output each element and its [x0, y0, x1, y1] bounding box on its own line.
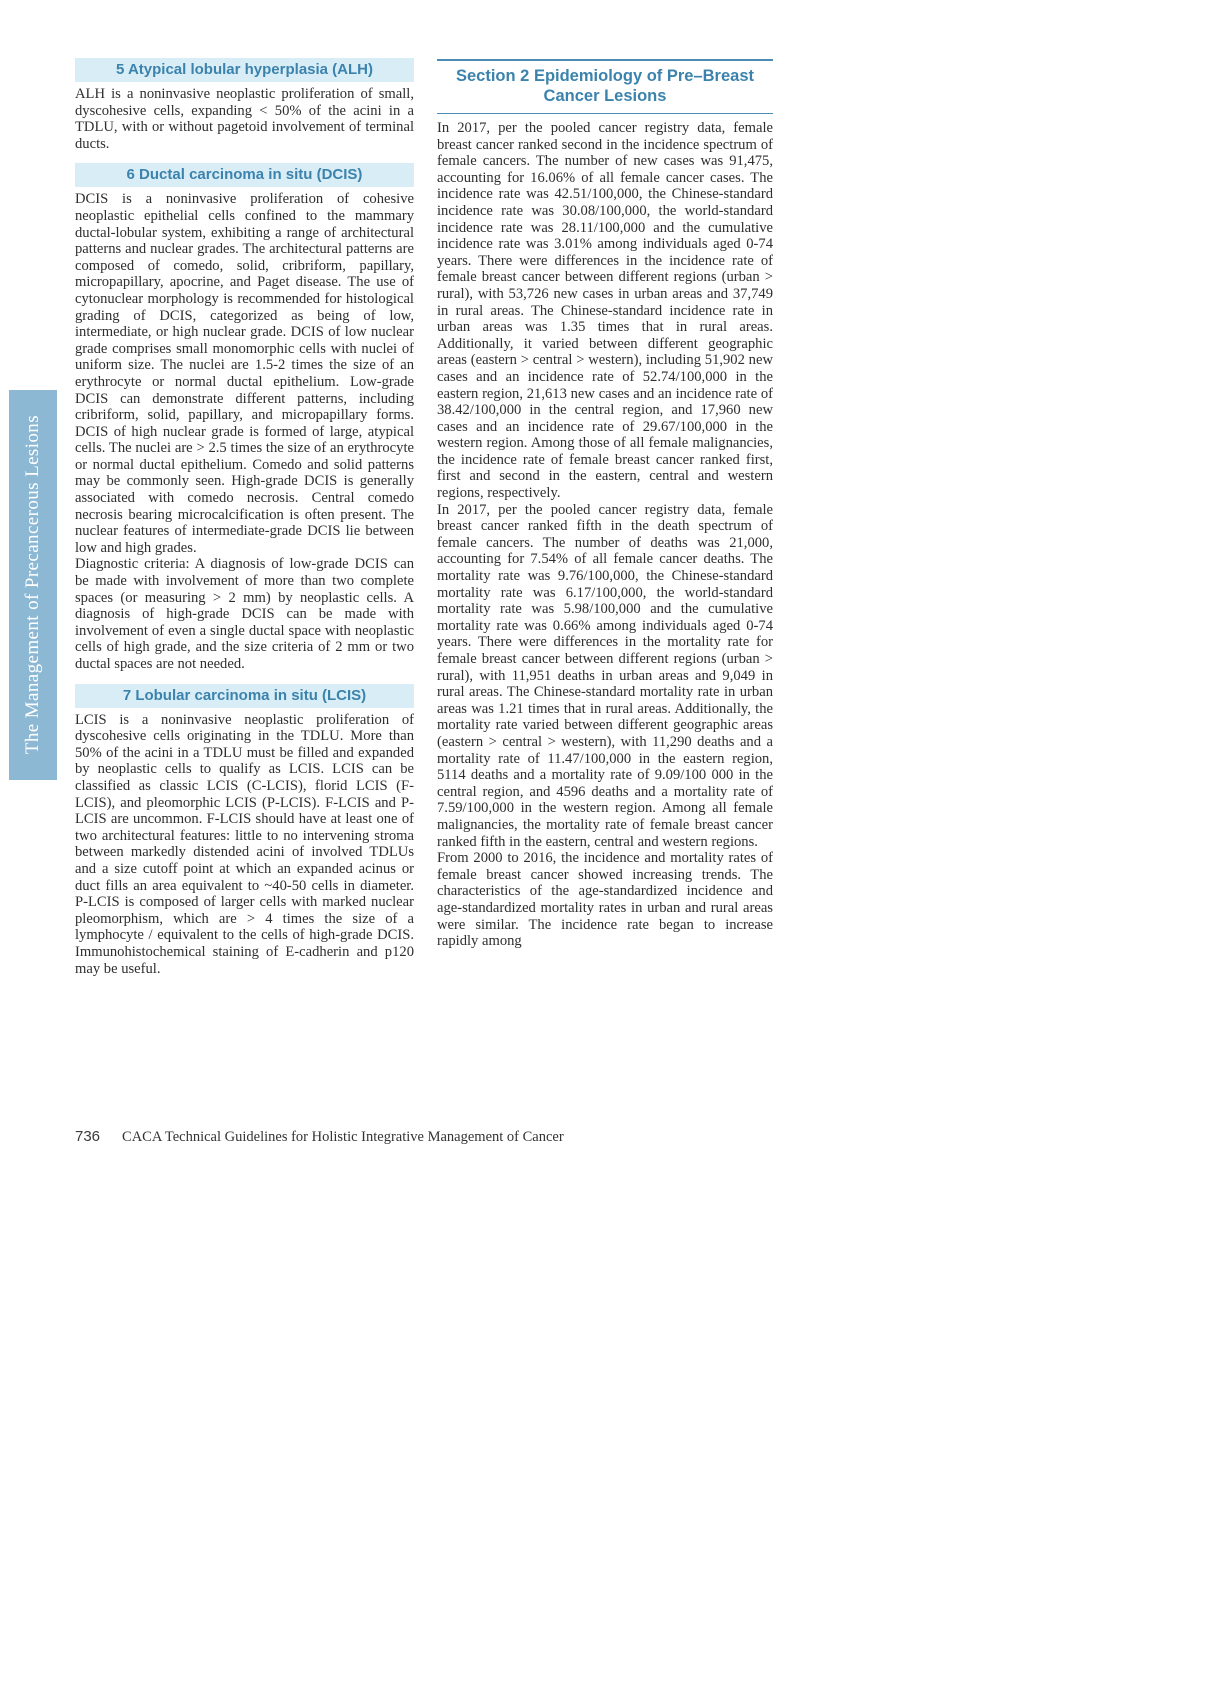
left-column — [75, 58, 414, 977]
dcis-paragraph-1: DCIS is a noninvasive proliferation of cohesive neoplastic epithelial cells confined to the mammary ductal-lobular system, exhibiting a range of architectural patterns and nuclear grades. The architectural patterns are composed of comedo, solid, cribriform, papillary, micropapillary, apocrine, and Paget disease. The use of cytonuclear morphology is recommended for histological grading of DCIS, categorized as being of low, intermediate, or high nuclear grade. DCIS of low nuclear grade comprises small monomorphic cells with nuclei of uniform size. The nuclei are 1.5-2 times the size of an erythrocyte or normal ductal epithelium. Low-grade DCIS can demonstrate different patterns, including cribriform, solid, papillary, and micropapillary forms. DCIS of high nuclear grade is formed of large, atypical cells. The nuclei are > 2.5 times the size of an erythrocyte or normal ductal epithelium. Comedo and solid patterns may be commonly seen. High-grade DCIS is generally associated with comedo necrosis. Central comedo necrosis bearing microcalcification is often present. The nuclear features of intermediate-grade DCIS lie between low and high grades. — [75, 191, 414, 556]
dcis-paragraph-2: Diagnostic criteria: A diagnosis of low-grade DCIS can be made with involvement of more than two complete spaces (or measuring > 2 mm) by neoplastic cells. A diagnosis of high-grade DCIS can be made with involvement of even a single ductal space with neoplastic cells of high grade, and the size criteria of 2 mm or two ductal spaces are not needed. — [75, 556, 414, 672]
section-header-lcis: 7 Lobular carcinoma in situ (LCIS) — [75, 684, 414, 708]
right-column — [437, 59, 773, 950]
epidemiology-paragraph-incidence: In 2017, per the pooled cancer registry data, female breast cancer ranked second in the incidence spectrum of female cancers. The number of new cases was 91,475, accounting for 16.06% of all female cancer cases. The incidence rate was 42.51/100,000, the Chinese-standard incidence rate was 30.08/100,000, the world-standard incidence rate was 28.11/100,000 and the cumulative incidence rate was 3.01% among individuals aged 0-74 years. There were differences in the incidence rate of female breast cancer between different regions (urban > rural), with 53,726 new cases in urban areas and 37,749 in rural areas. The Chinese-standard incidence rate in urban areas was 1.35 times that in rural areas. Additionally, it varied between different geographic areas (eastern > central > western), including 51,902 new cases and an incidence rate of 52.74/100,000 in the eastern region, 21,613 new cases and an incidence rate of 38.42/100,000 in the central region, and 17,960 new cases and an incidence rate of 29.67/100,000 in the western region. Among those of all female malignancies, the incidence rate of female breast cancer ranked first, first and second in the eastern, central and western regions, respectively. — [437, 120, 773, 502]
epidemiology-paragraph-mortality: In 2017, per the pooled cancer registry data, female breast cancer ranked fifth in the death spectrum of female cancers. The number of deaths was 21,000, accounting for 7.54% of all female cancer deaths. The mortality rate was 9.76/100,000, the Chinese-standard mortality rate was 6.17/100,000, the world-standard mortality rate was 5.98/100,000 and the cumulative mortality rate was 0.66% among individuals aged 0-74 years. There were differences in the mortality rate for female breast cancer between different regions (urban > rural), with 11,951 deaths in urban areas and 9,049 in rural areas. The Chinese-standard mortality rate in urban areas was 1.21 times that in rural areas. Additionally, the mortality rate varied between different geographic areas (eastern > central > western), with 11,290 deaths and a mortality rate of 11.47/100,000 in the eastern region, 5114 deaths and a mortality rate of 9.09/100 000 in the central region, and 4596 deaths and a mortality rate of 7.59/100,000 in the western region. Among all female malignancies, the mortality rate of female breast cancer ranked fifth in the eastern, central and western regions. — [437, 501, 773, 850]
running-footer-title: CACA Technical Guidelines for Holistic Integrative Management of Cancer — [122, 1129, 564, 1145]
chapter-title-vertical: The Management of Precancerous Lesions — [22, 415, 43, 755]
epidemiology-paragraph-trends: From 2000 to 2016, the incidence and mortality rates of female breast cancer showed increasing trends. The characteristics of the age-standardized incidence and age-standardized mortality rates in urban and rural areas were similar. The incidence rate began to increase rapidly among — [437, 850, 773, 950]
section-header-alh: 5 Atypical lobular hyperplasia (ALH) — [75, 58, 414, 82]
section-2-heading-block — [437, 59, 773, 114]
chapter-sidebar-band — [9, 390, 57, 780]
lcis-paragraph: LCIS is a noninvasive neoplastic proliferation of dyscohesive cells originating in the TDLU. More than 50% of the acini in a TDLU must be filled and expanded by neoplastic cells to qualify as LCIS. LCIS can be classified as classic LCIS (C-LCIS), florid LCIS (F-LCIS), and pleomorphic LCIS (P-LCIS). F-LCIS and P-LCIS are uncommon. F-LCIS should have at least one of two architectural features: little to no intervening stroma between markedly distended acini of involved TDLUs and a size cutoff point at which an expanded acinus or duct fills an area equivalent to ~40-50 cells in diameter. P-LCIS is composed of larger cells with marked nuclear pleomorphism, which are > 4 times the size of a lymphocyte / equivalent to the cells of high-grade DCIS. Immunohistochemical staining of E-cadherin and p120 may be useful. — [75, 711, 414, 977]
page-footer — [75, 1128, 795, 1146]
alh-paragraph: ALH is a noninvasive neoplastic proliferation of small, dyscohesive cells, expanding < 50% of the acini in a TDLU, with or without pagetoid involvement of terminal ducts. — [75, 86, 414, 152]
page-number: 736 — [75, 1128, 101, 1145]
section-2-heading: Section 2 Epidemiology of Pre–Breast Cancer Lesions — [456, 67, 754, 105]
section-header-dcis: 6 Ductal carcinoma in situ (DCIS) — [75, 163, 414, 187]
